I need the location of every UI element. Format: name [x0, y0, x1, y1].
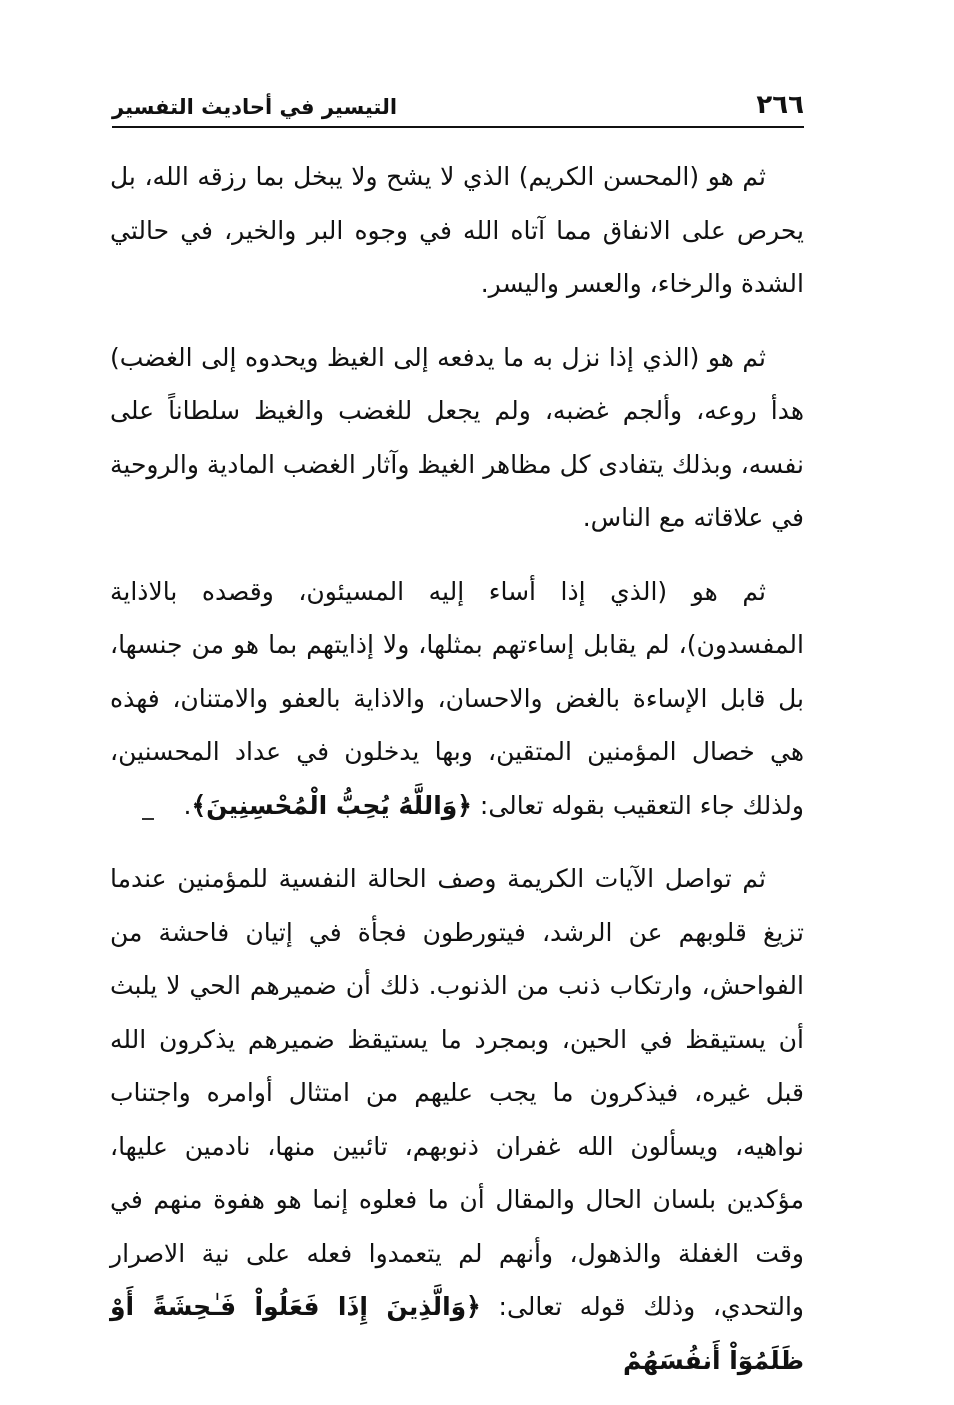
print-mark [142, 818, 154, 820]
paragraph-text: ثم هو (الذي إذا أساء إليه المسيئون، وقصده بالاذاية المفسدون)، لم يقابل إساءتهم بمثلها، ولا إذايتهم بما هو من جنسها، بل قابل الإساءة بالغض والاحسان، والاذاية بالعفو والامتنان، فهذه هي خصال المؤمنين المتقين، وبها يدخلون في عداد المحسنين، ولذلك جاء التعقيب بقوله تعالى: [110, 576, 804, 820]
header-rule [112, 126, 804, 128]
page-number: ٢٦٦ [756, 90, 804, 120]
running-title: التيسير في أحاديث التفسير [112, 95, 398, 119]
quran-verse: ﴿وَالَّذِينَ إِذَا فَعَلُواْ فَـٰحِشَةً أَوْ ظَلَمُوٓاْ أَنفُسَهُمْ [110, 1292, 804, 1375]
quran-verse: ﴿وَاللَّهُ يُحِبُّ الْمُحْسِنِينَ﴾ [191, 790, 472, 820]
body-text [110, 150, 804, 1405]
paragraph-end: . [183, 790, 192, 820]
paragraph-text: ثم تواصل الآيات الكريمة وصف الحالة النفسية للمؤمنين عندما تزيغ قلوبهم عن الرشد، فيتورطون فجأة في إتيان فاحشة من الفواحش، وارتكاب ذنب من الذنوب. ذلك أن ضميرهم الحي لا يلبث أن يستيقظ في الحين، وبمجرد ما يستيقظ ضميرهم يذكرون الله قبل غيره، فيذكرون ما يجب عليهم من امتثال أوامره واجتناب نواهيه، ويسألون الله غفران ذنوبهم، تائبين منها، نادمين عليها، مؤكدين بلسان الحال والمقال أن ما فعلوه إنما هو هفوة منهم في وقت الغفلة والذهول، وأنهم لم يتعمدوا فعله على نية الاصرار والتحدي، وذلك قوله تعالى: [110, 864, 804, 1321]
page-header [112, 88, 804, 128]
paragraph-generous: ثم هو (المحسن الكريم) الذي لا يشح ولا يبخل بما رزقه الله، بل يحرص على الانفاق مما آتاه الله في وجوه البر والخير، في حالتي الشدة والرخاء، والعسر واليسر. [110, 162, 804, 298]
paragraph-anger: ثم هو (الذي إذا نزل به ما يدفعه إلى الغيظ ويحدوه إلى الغضب) هدأ روعه، وألجم غضبه، ولم يجعل للغضب والغيظ سلطاناً على نفسه، وبذلك يتفادى كل مظاهر الغيظ وآثار الغضب المادية والروحية في علاقاته مع الناس. [110, 342, 804, 532]
paragraph-repentance [110, 852, 804, 1387]
paragraph-forgiveness [110, 565, 804, 833]
